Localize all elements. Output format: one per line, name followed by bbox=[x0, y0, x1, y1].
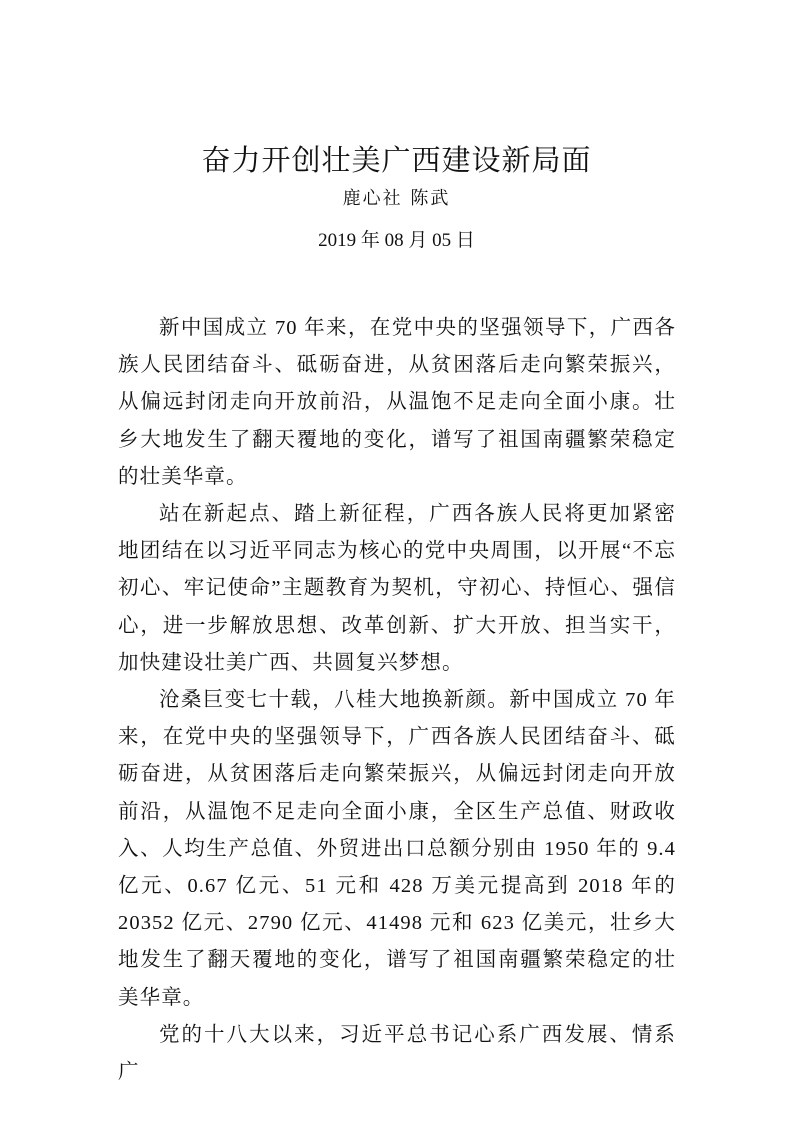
paragraph-2: 站在新起点、踏上新征程，广西各族人民将更加紧密地团结在以习近平同志为核心的党中央周围，以开展“不忘初心、牢记使命”主题教育为契机，守初心、持恒心、强信心，进一步解放思想、改革创新、扩大开放、担当实干，加快建设壮美广西、共圆复兴梦想。 bbox=[118, 503, 676, 674]
paragraph-4: 党的十八大以来，习近平总书记心系广西发展、情系广 bbox=[118, 1023, 676, 1084]
paragraph-3: 沧桑巨变七十载，八桂大地换新颜。新中国成立 70 年来，在党中央的坚强领导下，广西各族人民团结奋斗、砥砺奋进，从贫困落后走向繁荣振兴，从偏远封闭走向开放前沿，从温饱不足走向全面小康，全区生产总值、财政收入、人均生产总值、外贸进出口总额分别由 1950 年的 9.4 亿元、0.67 亿元、51 元和 428 万美元提高到 2018 年的 20352 亿元、2790 亿元、41498 元和 623 亿美元，壮乡大地发生了翻天覆地的变化，谱写了祖国南疆繁荣稳定的壮美华章。 bbox=[118, 689, 676, 1009]
article-title: 奋力开创壮美广西建设新局面 bbox=[201, 143, 592, 177]
article-byline: 鹿心社 陈武 bbox=[342, 188, 451, 209]
paragraph-1: 新中国成立 70 年来，在党中央的坚强领导下，广西各族人民团结奋斗、砥砺奋进，从贫困落后走向繁荣振兴，从偏远封闭走向开放前沿，从温饱不足走向全面小康。壮乡大地发生了翻天覆地的变化，谱写了祖国南疆繁荣稳定的壮美华章。 bbox=[118, 317, 676, 488]
article-body bbox=[118, 310, 676, 1091]
article-date: 2019 年 08 月 05 日 bbox=[318, 230, 475, 251]
